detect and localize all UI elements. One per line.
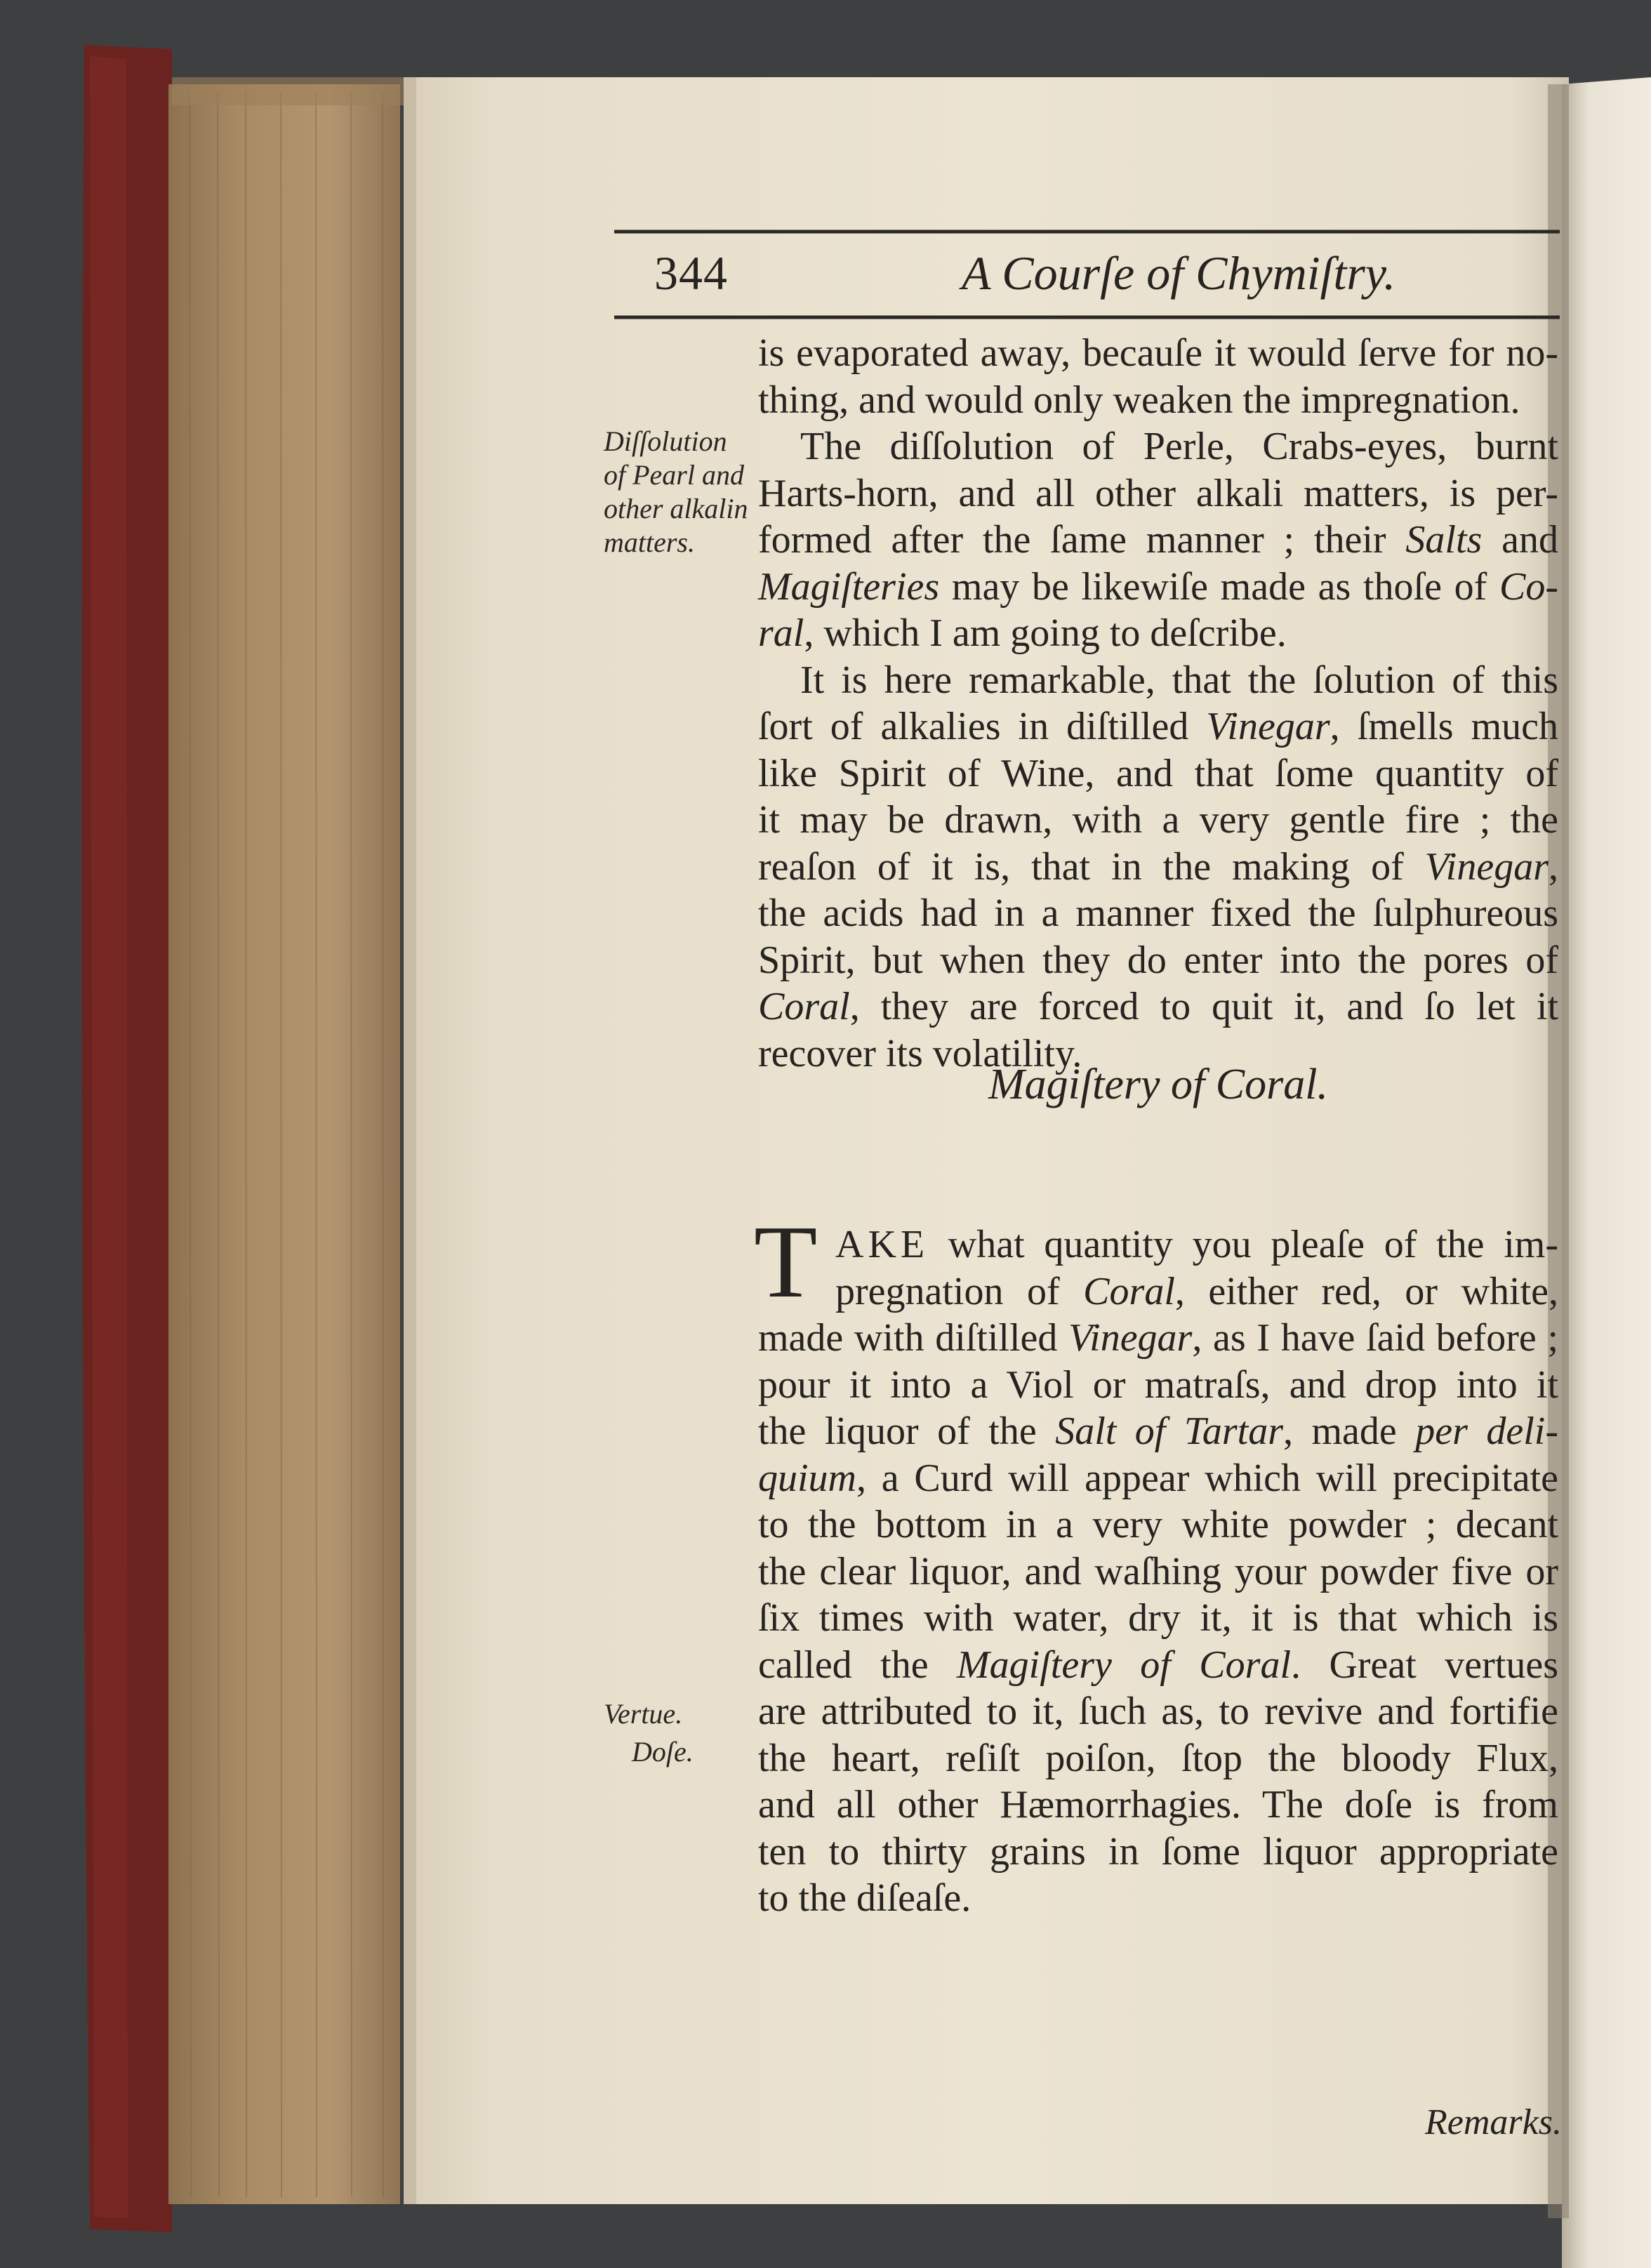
text-line: the acids had in a manner fixed the ſulphureous bbox=[758, 891, 1558, 935]
text-line: the heart, reſiſt poiſon, ſtop the bloody Flux, bbox=[758, 1736, 1558, 1780]
text-line: Harts-horn, and all other alkali matters, is per- bbox=[758, 471, 1558, 515]
text-line: ſix times with water, dry it, it is that which is bbox=[758, 1596, 1558, 1640]
text-line: AKE what quantity you pleaſe of the im- bbox=[835, 1223, 1558, 1266]
section-heading: Magiſtery of Coral. bbox=[988, 1061, 1328, 1108]
text-line: The diſſolution of Perle, Crabs-eyes, burnt bbox=[800, 425, 1558, 468]
text-line: Magiſteries may be likewiſe made as thoſe of Co- bbox=[758, 564, 1558, 609]
text-line: formed after the ſame manner ; their Salts and bbox=[758, 518, 1558, 562]
text-line: the clear liquor, and waſhing your powder five or bbox=[758, 1549, 1558, 1593]
text-line: ral, which I am going to deſcribe. bbox=[758, 611, 1287, 655]
text-line: called the Magiſtery of Coral. Great vertues bbox=[758, 1643, 1558, 1687]
margin-note-dose: Doſe. bbox=[632, 1736, 694, 1768]
text-line: It is here remarkable, that the ſolution of this bbox=[800, 658, 1558, 702]
text-line: ten to thirty grains in ſome liquor appropriate bbox=[758, 1829, 1558, 1874]
text-line: quium, a Curd will appear which will precipitate bbox=[758, 1456, 1558, 1500]
page-header bbox=[611, 232, 1558, 309]
text-line: reaſon of it is, that in the making of Vinegar, bbox=[758, 844, 1558, 889]
text-line: and all other Hæmorrhagies. The doſe is from bbox=[758, 1783, 1558, 1826]
margin-note-dissolution: Diſſolution of Pearl and other alkalin matters. bbox=[604, 425, 748, 558]
text-line: ſort of alkalies in diſtilled Vinegar, ſmells much bbox=[758, 705, 1558, 748]
text-line: pregnation of Coral, either red, or white, bbox=[835, 1269, 1559, 1313]
catchword: Remarks. bbox=[1425, 2102, 1562, 2142]
text-line: the liquor of the Salt of Tartar, made per deli- bbox=[758, 1410, 1558, 1453]
running-title: A Courſe of Chymiſtry. bbox=[962, 246, 1396, 300]
paragraph-magistery bbox=[754, 1205, 1559, 1922]
paragraph-dissolution bbox=[758, 330, 1558, 1077]
text-line: Coral, they are forced to quit it, and ſo let it bbox=[758, 985, 1558, 1028]
text-line: Spirit, but when they do enter into the pores of bbox=[758, 938, 1558, 982]
text-line: to the bottom in a very white powder ; decant bbox=[758, 1503, 1558, 1546]
text-line: recover its volatility. bbox=[758, 1031, 1082, 1075]
drop-cap: T bbox=[754, 1205, 818, 1320]
text-line: pour it into a Viol or matraſs, and drop into it bbox=[758, 1362, 1558, 1407]
text-line: it may be drawn, with a very gentle fire ; the bbox=[758, 798, 1558, 842]
text-line: is evaporated away, becauſe it would ſerve for no- bbox=[758, 331, 1558, 375]
text-line: to the diſeaſe. bbox=[758, 1876, 972, 1920]
margin-note-vertue: Vertue. bbox=[604, 1698, 683, 1730]
text-line: made with diſtilled Vinegar, as I have ſaid before ; bbox=[758, 1316, 1558, 1360]
text-line: like Spirit of Wine, and that ſome quantity of bbox=[758, 751, 1558, 795]
page-number: 344 bbox=[654, 246, 728, 300]
text-line: thing, and would only weaken the impregnation. bbox=[758, 378, 1520, 422]
text-line: are attributed to it, ſuch as, to revive and fortifie bbox=[758, 1690, 1558, 1733]
